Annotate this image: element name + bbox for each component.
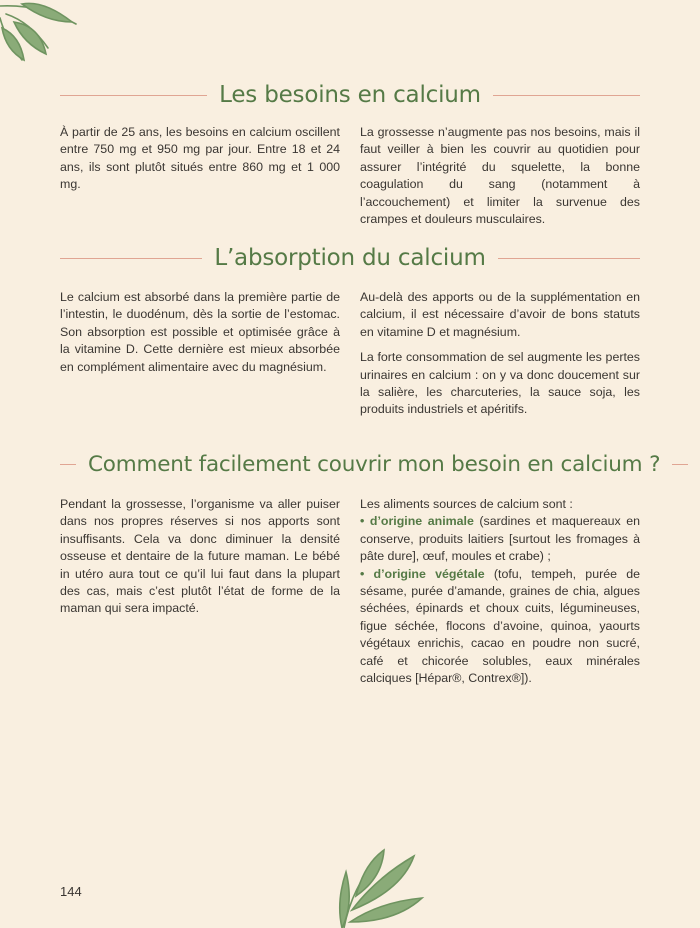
paragraph: La grossesse n’augmente pas nos besoins, mais il faut veiller à bien les couvrir au quotidien pour assurer l’intégrité du squelette, la bonne coagulation du sang (notamment à l’accouchement) et limiter la survenue des crampes et douleurs musculaires. [360,125,640,227]
paragraph: La forte consommation de sel augmente les pertes urinaires en calcium : on y va donc doucement sur la salière, les charcuteries, la sauce soja, les produits industriels et apéritifs. [360,350,640,417]
leaf-decoration-icon [0,0,80,62]
heading-rule-right [498,258,640,259]
section-title: Comment facilement couvrir mon besoin en calcium ? [88,452,661,477]
section3-right-column [360,496,640,687]
section-heading-absorption [60,245,640,271]
section-heading-besoins [60,82,640,108]
heading-rule-left [60,258,202,259]
animal-sources-item [360,513,640,565]
section2-left-column [60,289,340,384]
heading-rule-right [672,464,688,465]
section-title: L’absorption du calcium [214,245,486,271]
heading-rule-left [60,95,207,96]
heading-rule-left [60,464,76,465]
section-title: Les besoins en calcium [219,82,481,108]
section1-right-column [360,124,640,236]
paragraph: Le calcium est absorbé dans la première partie de l’intestin, le duodénum, dès la sortie de l’estomac. Son absorption est possible et optimisée grâce à la vitamine D. Cette dernière est mieux absorbée en complément alimentaire avec du magnésium. [60,290,340,374]
vegetal-sources-item [360,566,640,688]
animal-label: • d’origine animale [360,514,474,529]
paragraph: À partir de 25 ans, les besoins en calcium oscillent entre 750 mg et 950 mg par jour. Entre 18 et 24 ans, ils sont plutôt situés entre 860 mg et 1 000 mg. [60,125,340,192]
page-number: 144 [60,884,82,899]
vegetal-text: (tofu, tempeh, purée de sésame, purée d’amande, graines de chia, algues séchées, épinards et choux cuits, légumineuses, figue séchée, flocons d’avoine, quinoa, yaourts végétaux enrichis, cacao en poudre non sucré, café et chicorée solubles, eaux minérales calciques [Hépar®, Contrex®]). [360,566,640,686]
vegetal-label: • d’origine végétale [360,566,485,581]
paragraph: Les aliments sources de calcium sont : [360,497,573,511]
heading-rule-right [493,95,640,96]
section1-left-column [60,124,340,202]
paragraph: Au-delà des apports ou de la supplémentation en calcium, il est nécessaire d’avoir de bons statuts en vitamine D et magnésium. [360,290,640,339]
section-heading-couvrir [60,452,661,477]
animal-text: (sardines et maquereaux en conserve, produits laitiers [surtout les fromages à pâte dure], œuf, moules et crabe) ; [360,514,641,564]
leaf-decoration-icon [330,846,426,928]
section2-right-column [360,289,640,427]
paragraph: Pendant la grossesse, l’organisme va aller puiser dans nos propres réserves si nos apports sont insuffisants. Cela va donc diminuer la densité osseuse et dentaire de la future maman. Le bébé in utéro aura tout ce qu’il lui faut dans la plupart des cas, mais c’est plutôt l’état de forme de la maman qui sera impacté. [60,497,340,616]
section3-left-column [60,496,340,626]
